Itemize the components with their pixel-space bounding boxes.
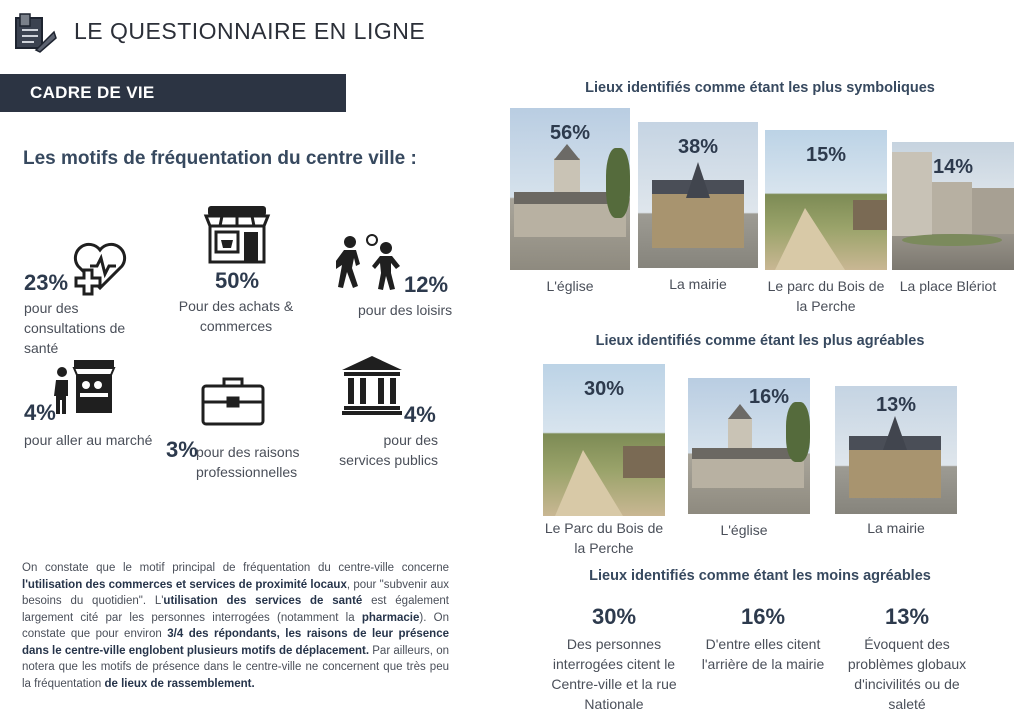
paragraph-bold: l'utilisation des commerces et services de proximité locaux — [22, 578, 347, 591]
public-building-icon — [340, 354, 404, 421]
photo-caption: L'église — [546, 278, 594, 294]
motif-label-pro: pour des raisons professionnelles — [196, 444, 300, 480]
paragraph-text: ). On constate que pour environ — [22, 611, 449, 640]
paragraph-bold: utilisation des services de santé — [163, 595, 363, 607]
motif-pct-achats: 50% — [214, 268, 260, 293]
photo-caption: L'église — [720, 522, 768, 538]
agreables-title: Lieux identifiés comme étant les plus agréables — [595, 333, 925, 349]
motif-pct-pro: 3% — [166, 437, 198, 462]
photo-place-symbolique — [892, 142, 1014, 270]
motif-label-services: pour des services publics — [339, 432, 438, 468]
summary-paragraph — [22, 560, 449, 692]
moins-label: Évoquent des problèmes globaux d'incivilités ou de saleté — [847, 636, 967, 712]
motif-pct-loisirs: 12% — [404, 272, 449, 297]
photo-mairie-agreable — [835, 386, 957, 514]
moins-pct: 30% — [591, 604, 637, 629]
kids-playing-icon — [336, 234, 406, 295]
paragraph-text: , pour "subvenir aux besoins du quotidien". L' — [22, 578, 449, 607]
photo-pct: 16% — [748, 386, 790, 408]
symboliques-title: Lieux identifiés comme étant les plus symboliques — [585, 80, 935, 96]
paragraph-bold: 3/4 des répondants, les raisons de leur présence dans le centre-ville englobent plusieurs motifs de déplacement. — [22, 628, 449, 657]
photo-pct: 14% — [932, 156, 974, 178]
health-icon — [70, 236, 130, 301]
moins-pct: 13% — [884, 604, 930, 629]
photo-parc-agreable — [543, 364, 665, 516]
photo-pct: 15% — [805, 144, 847, 166]
motif-pct-sante: 23% — [24, 270, 69, 295]
photo-caption: Le parc du Bois de la Perche — [767, 278, 885, 314]
motifs-title: Les motifs de fréquentation du centre ville : — [23, 148, 417, 169]
photo-eglise-symbolique — [510, 108, 630, 270]
page-title: LE QUESTIONNAIRE EN LIGNE — [74, 18, 426, 44]
paragraph-bold: de lieux de rassemblement. — [104, 677, 255, 690]
questionnaire-logo-icon — [14, 12, 58, 54]
paragraph-text: est également largement cité par les personnes interrogées (notamment la — [22, 595, 449, 624]
motif-label-marche: pour aller au marché — [24, 432, 153, 448]
motif-label-loisirs: pour des loisirs — [358, 302, 453, 318]
moins-label: D'entre elles citent l'arrière de la mairie — [701, 636, 825, 672]
paragraph-text: On constate que le motif principal de fréquentation du centre-ville concerne — [22, 562, 449, 574]
photo-pct: 13% — [875, 394, 917, 416]
photo-caption: Le Parc du Bois de la Perche — [544, 520, 664, 556]
paragraph-text: Par ailleurs, on notera que les motifs de présence dans le centre-ville ne concernent que très peu la fréquentation — [22, 644, 449, 690]
photo-pct: 56% — [549, 122, 591, 144]
photo-mairie-symbolique — [638, 122, 758, 268]
photo-caption: La place Blériot — [899, 278, 997, 294]
shop-icon — [202, 204, 272, 269]
section-label: CADRE DE VIE — [30, 83, 155, 102]
motif-label-sante: pour des consultations de santé — [24, 300, 126, 356]
photo-caption: La mairie — [867, 520, 925, 536]
market-stall-icon — [52, 358, 116, 421]
photo-pct: 38% — [677, 136, 719, 158]
motif-pct-services: 4% — [404, 402, 436, 427]
briefcase-icon — [200, 376, 266, 433]
paragraph-bold: pharmacie — [361, 611, 420, 624]
photo-eglise-agreable — [688, 378, 810, 514]
motif-label-achats: Pour des achats & commerces — [178, 298, 294, 334]
moins-label: Des personnes interrogées citent le Centre-ville et la rue Nationale — [551, 636, 677, 712]
photo-pct: 30% — [583, 378, 625, 400]
photo-caption: La mairie — [669, 276, 727, 292]
moins-pct: 16% — [740, 604, 786, 629]
moins-title: Lieux identifiés comme étant les moins agréables — [589, 568, 931, 584]
motif-pct-marche: 4% — [24, 400, 56, 425]
photo-parc-symbolique — [765, 130, 887, 270]
